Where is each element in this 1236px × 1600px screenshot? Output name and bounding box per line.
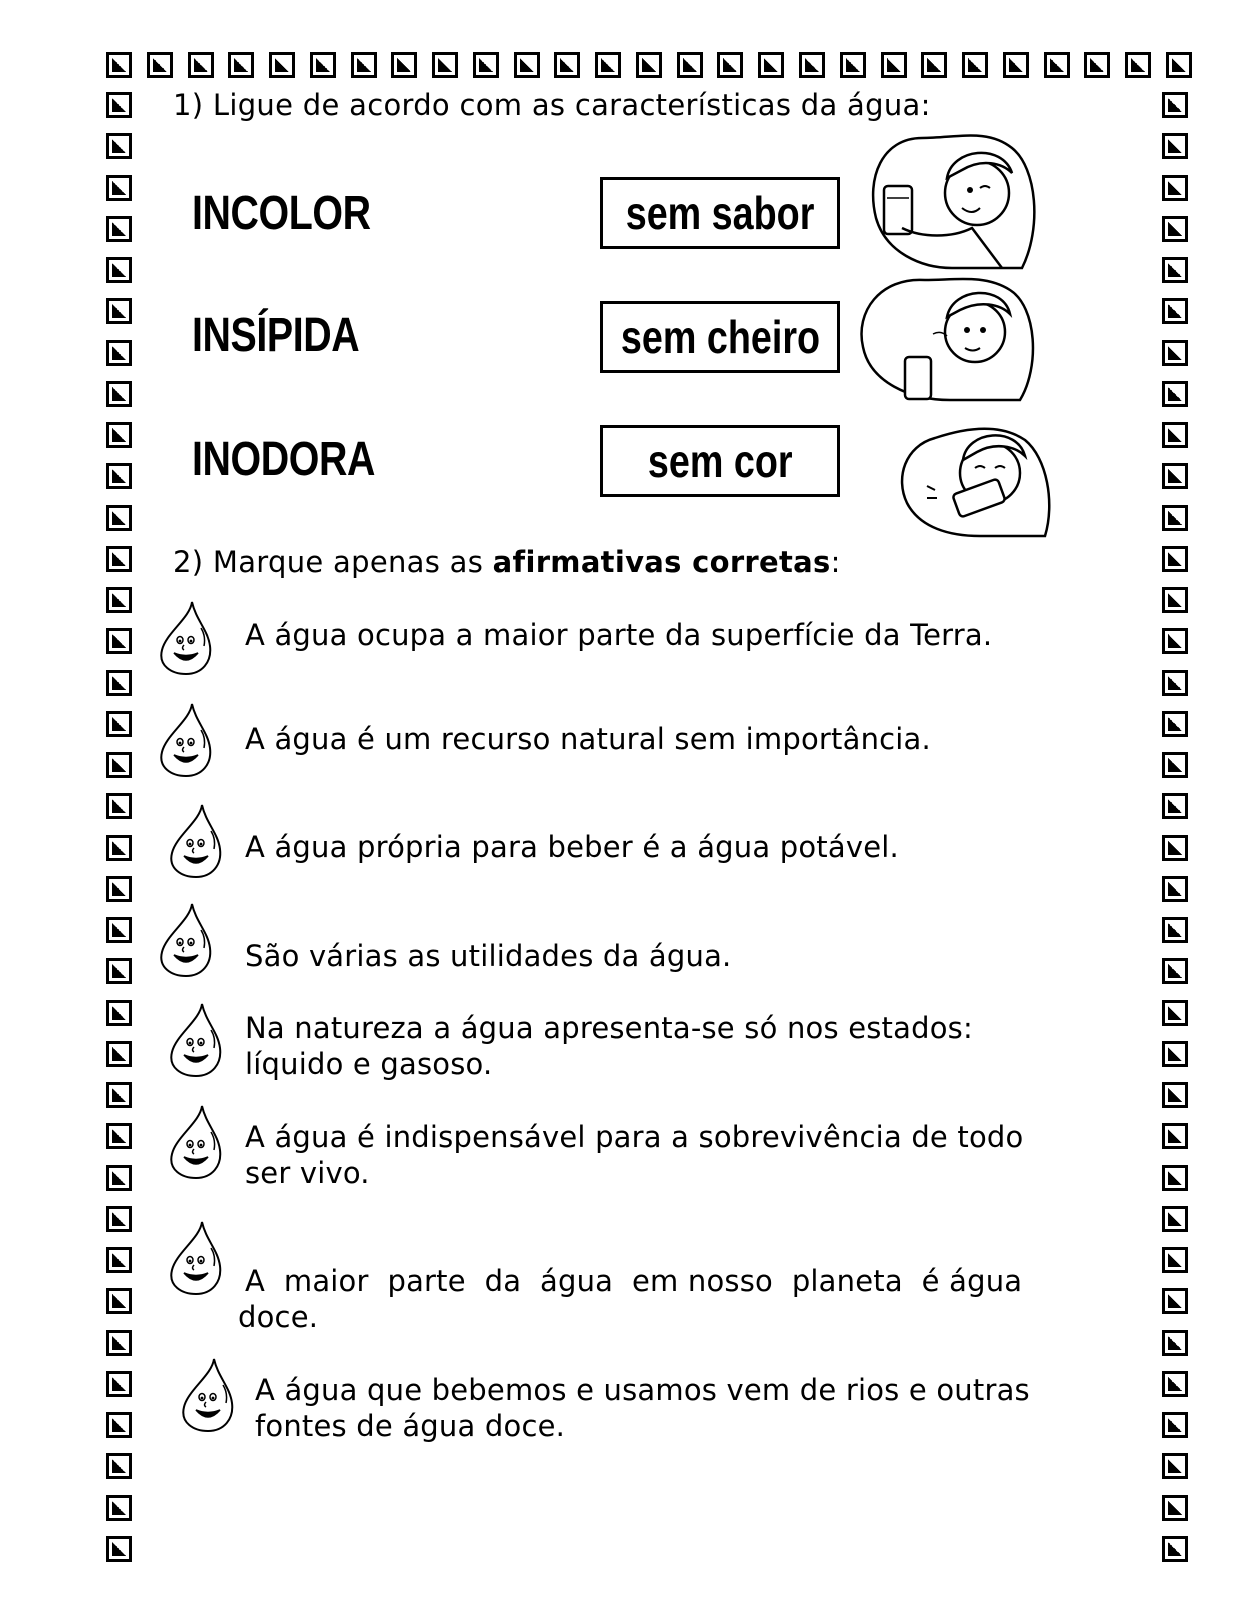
statement-5-line-2: líquido e gasoso.: [245, 1047, 493, 1081]
question-2-text: Marque apenas as: [212, 545, 493, 579]
water-drop-checkbox[interactable]: [154, 900, 214, 978]
border-square-icon: [1125, 52, 1151, 78]
border-square-icon: [106, 628, 132, 654]
water-drop-checkbox[interactable]: [164, 1218, 224, 1296]
border-square-icon: [1162, 917, 1188, 943]
border-square-icon: [962, 52, 988, 78]
border-square-icon: [106, 793, 132, 819]
border-square-icon: [1044, 52, 1070, 78]
border-square-icon: [1162, 133, 1188, 159]
border-square-icon: [1162, 1247, 1188, 1273]
water-drop-smiley-icon: [154, 598, 214, 676]
border-square-icon: [269, 52, 295, 78]
border-square-icon: [1162, 381, 1188, 407]
border-square-icon: [106, 546, 132, 572]
statement-8-line-2: fontes de água doce.: [255, 1409, 566, 1443]
water-drop-checkbox[interactable]: [164, 1000, 224, 1078]
statement-1: [245, 617, 992, 653]
statement-8-line-1: A água que bebemos e usamos vem de rios e outras: [255, 1373, 1030, 1407]
border-square-icon: [106, 1412, 132, 1438]
box-sem-sabor-label: sem sabor: [625, 187, 815, 239]
statement-6-line-1: A água é indispensável para a sobrevivência de todo: [245, 1120, 1024, 1154]
border-square-icon: [106, 1247, 132, 1273]
border-square-icon: [106, 92, 132, 118]
border-square-icon: [1162, 1165, 1188, 1191]
border-square-icon: [106, 340, 132, 366]
border-square-icon: [1162, 793, 1188, 819]
border-square-icon: [1162, 257, 1188, 283]
border-square-icon: [106, 257, 132, 283]
border-square-icon: [1162, 1206, 1188, 1232]
question-1-title: [173, 88, 931, 122]
border-square-icon: [1162, 505, 1188, 531]
border-square-icon: [1162, 422, 1188, 448]
box-sem-cheiro: [600, 301, 840, 373]
statement-5: [245, 1010, 973, 1082]
border-square-icon: [310, 52, 336, 78]
border-square-icon: [106, 1206, 132, 1232]
water-drop-checkbox[interactable]: [164, 1102, 224, 1180]
border-square-icon: [106, 52, 132, 78]
border-square-icon: [106, 1123, 132, 1149]
border-square-icon: [554, 52, 580, 78]
question-1-number: 1): [173, 88, 204, 122]
border-square-icon: [391, 52, 417, 78]
border-square-icon: [106, 835, 132, 861]
term-insipida: INSÍPIDA: [192, 309, 360, 362]
water-drop-checkbox[interactable]: [154, 598, 214, 676]
border-square-icon: [106, 422, 132, 448]
border-square-icon: [1003, 52, 1029, 78]
border-square-icon: [1162, 340, 1188, 366]
border-square-icon: [1162, 587, 1188, 613]
border-square-icon: [1162, 1123, 1188, 1149]
border-square-icon: [1162, 1288, 1188, 1314]
water-drop-checkbox[interactable]: [154, 700, 214, 778]
border-square-icon: [1162, 1371, 1188, 1397]
border-square-icon: [106, 587, 132, 613]
border-square-icon: [514, 52, 540, 78]
water-drop-smiley-icon: [164, 1000, 224, 1078]
border-left: [106, 92, 136, 1562]
statement-7: [238, 1263, 1040, 1335]
boy-smelling-water-icon: [855, 272, 1040, 407]
border-square-icon: [1166, 52, 1192, 78]
border-square-icon: [106, 1288, 132, 1314]
border-square-icon: [1162, 463, 1188, 489]
water-drop-checkbox[interactable]: [176, 1355, 236, 1433]
border-square-icon: [1162, 92, 1188, 118]
statement-1-line-1: A água ocupa a maior parte da superfície da Terra.: [245, 618, 993, 652]
border-square-icon: [840, 52, 866, 78]
water-drop-smiley-icon: [164, 801, 224, 879]
term-inodora: INODORA: [192, 433, 376, 486]
border-square-icon: [106, 133, 132, 159]
border-square-icon: [106, 752, 132, 778]
border-square-icon: [921, 52, 947, 78]
water-drop-smiley-icon: [164, 1218, 224, 1296]
border-square-icon: [1084, 52, 1110, 78]
statement-7-line-2: doce.: [238, 1300, 319, 1334]
border-square-icon: [1162, 1536, 1188, 1562]
border-square-icon: [1162, 1330, 1188, 1356]
statement-3: [245, 829, 899, 865]
statement-4: [245, 938, 731, 974]
question-1-text: Ligue de acordo com as características da água:: [212, 88, 931, 122]
border-square-icon: [106, 505, 132, 531]
border-square-icon: [228, 52, 254, 78]
term-incolor: INCOLOR: [192, 187, 371, 240]
border-square-icon: [1162, 711, 1188, 737]
statement-2-line-1: A água é um recurso natural sem importância.: [245, 722, 931, 756]
border-square-icon: [1162, 628, 1188, 654]
water-drop-checkbox[interactable]: [164, 801, 224, 879]
water-drop-smiley-icon: [164, 1102, 224, 1180]
border-square-icon: [758, 52, 784, 78]
border-square-icon: [432, 52, 458, 78]
border-square-icon: [106, 1165, 132, 1191]
border-square-icon: [188, 52, 214, 78]
border-square-icon: [106, 670, 132, 696]
question-2-colon: :: [830, 545, 841, 579]
border-square-icon: [636, 52, 662, 78]
border-square-icon: [1162, 835, 1188, 861]
border-square-icon: [1162, 1082, 1188, 1108]
water-drop-smiley-icon: [154, 900, 214, 978]
border-square-icon: [1162, 1453, 1188, 1479]
border-square-icon: [1162, 670, 1188, 696]
border-square-icon: [1162, 1412, 1188, 1438]
border-square-icon: [106, 711, 132, 737]
statement-6: [245, 1119, 1023, 1191]
border-square-icon: [106, 917, 132, 943]
border-square-icon: [1162, 1000, 1188, 1026]
border-right: [1162, 92, 1192, 1562]
border-square-icon: [147, 52, 173, 78]
question-2-bold-text: afirmativas corretas: [492, 545, 831, 579]
water-drop-smiley-icon: [154, 700, 214, 778]
border-square-icon: [106, 958, 132, 984]
box-sem-sabor: [600, 177, 840, 249]
border-square-icon: [106, 1000, 132, 1026]
statement-6-line-2: ser vivo.: [245, 1156, 370, 1190]
border-square-icon: [106, 1330, 132, 1356]
border-square-icon: [717, 52, 743, 78]
border-square-icon: [106, 381, 132, 407]
border-square-icon: [1162, 546, 1188, 572]
boy-tasting-water-icon: [862, 128, 1042, 278]
border-square-icon: [1162, 1495, 1188, 1521]
question-2-title: [173, 545, 841, 579]
border-square-icon: [106, 876, 132, 902]
border-square-icon: [106, 1536, 132, 1562]
border-square-icon: [1162, 216, 1188, 242]
border-square-icon: [351, 52, 377, 78]
border-square-icon: [595, 52, 621, 78]
border-square-icon: [106, 1371, 132, 1397]
statement-5-line-1: Na natureza a água apresenta-se só nos estados:: [245, 1011, 973, 1045]
border-square-icon: [106, 1495, 132, 1521]
border-top: [106, 52, 1192, 82]
statement-2: [245, 721, 931, 757]
water-drop-smiley-icon: [176, 1355, 236, 1433]
box-sem-cor-label: sem cor: [647, 435, 793, 487]
border-square-icon: [473, 52, 499, 78]
boy-drinking-water-icon: [895, 418, 1055, 540]
border-square-icon: [106, 216, 132, 242]
border-square-icon: [1162, 298, 1188, 324]
border-square-icon: [1162, 1041, 1188, 1067]
border-square-icon: [881, 52, 907, 78]
border-square-icon: [1162, 876, 1188, 902]
statement-7-line-1: A maior parte da água em nosso planeta é água: [245, 1264, 1023, 1298]
border-square-icon: [106, 1082, 132, 1108]
border-square-icon: [1162, 175, 1188, 201]
border-square-icon: [106, 463, 132, 489]
border-square-icon: [677, 52, 703, 78]
question-2-number: 2): [173, 545, 204, 579]
border-square-icon: [106, 1453, 132, 1479]
border-square-icon: [799, 52, 825, 78]
border-square-icon: [106, 1041, 132, 1067]
statement-8: [255, 1372, 1030, 1444]
statement-4-line-1: São várias as utilidades da água.: [245, 939, 732, 973]
border-square-icon: [106, 298, 132, 324]
border-square-icon: [1162, 752, 1188, 778]
border-square-icon: [106, 175, 132, 201]
box-sem-cor: [600, 425, 840, 497]
border-square-icon: [1162, 958, 1188, 984]
box-sem-cheiro-label: sem cheiro: [620, 311, 820, 363]
statement-3-line-1: A água própria para beber é a água potável.: [245, 830, 899, 864]
